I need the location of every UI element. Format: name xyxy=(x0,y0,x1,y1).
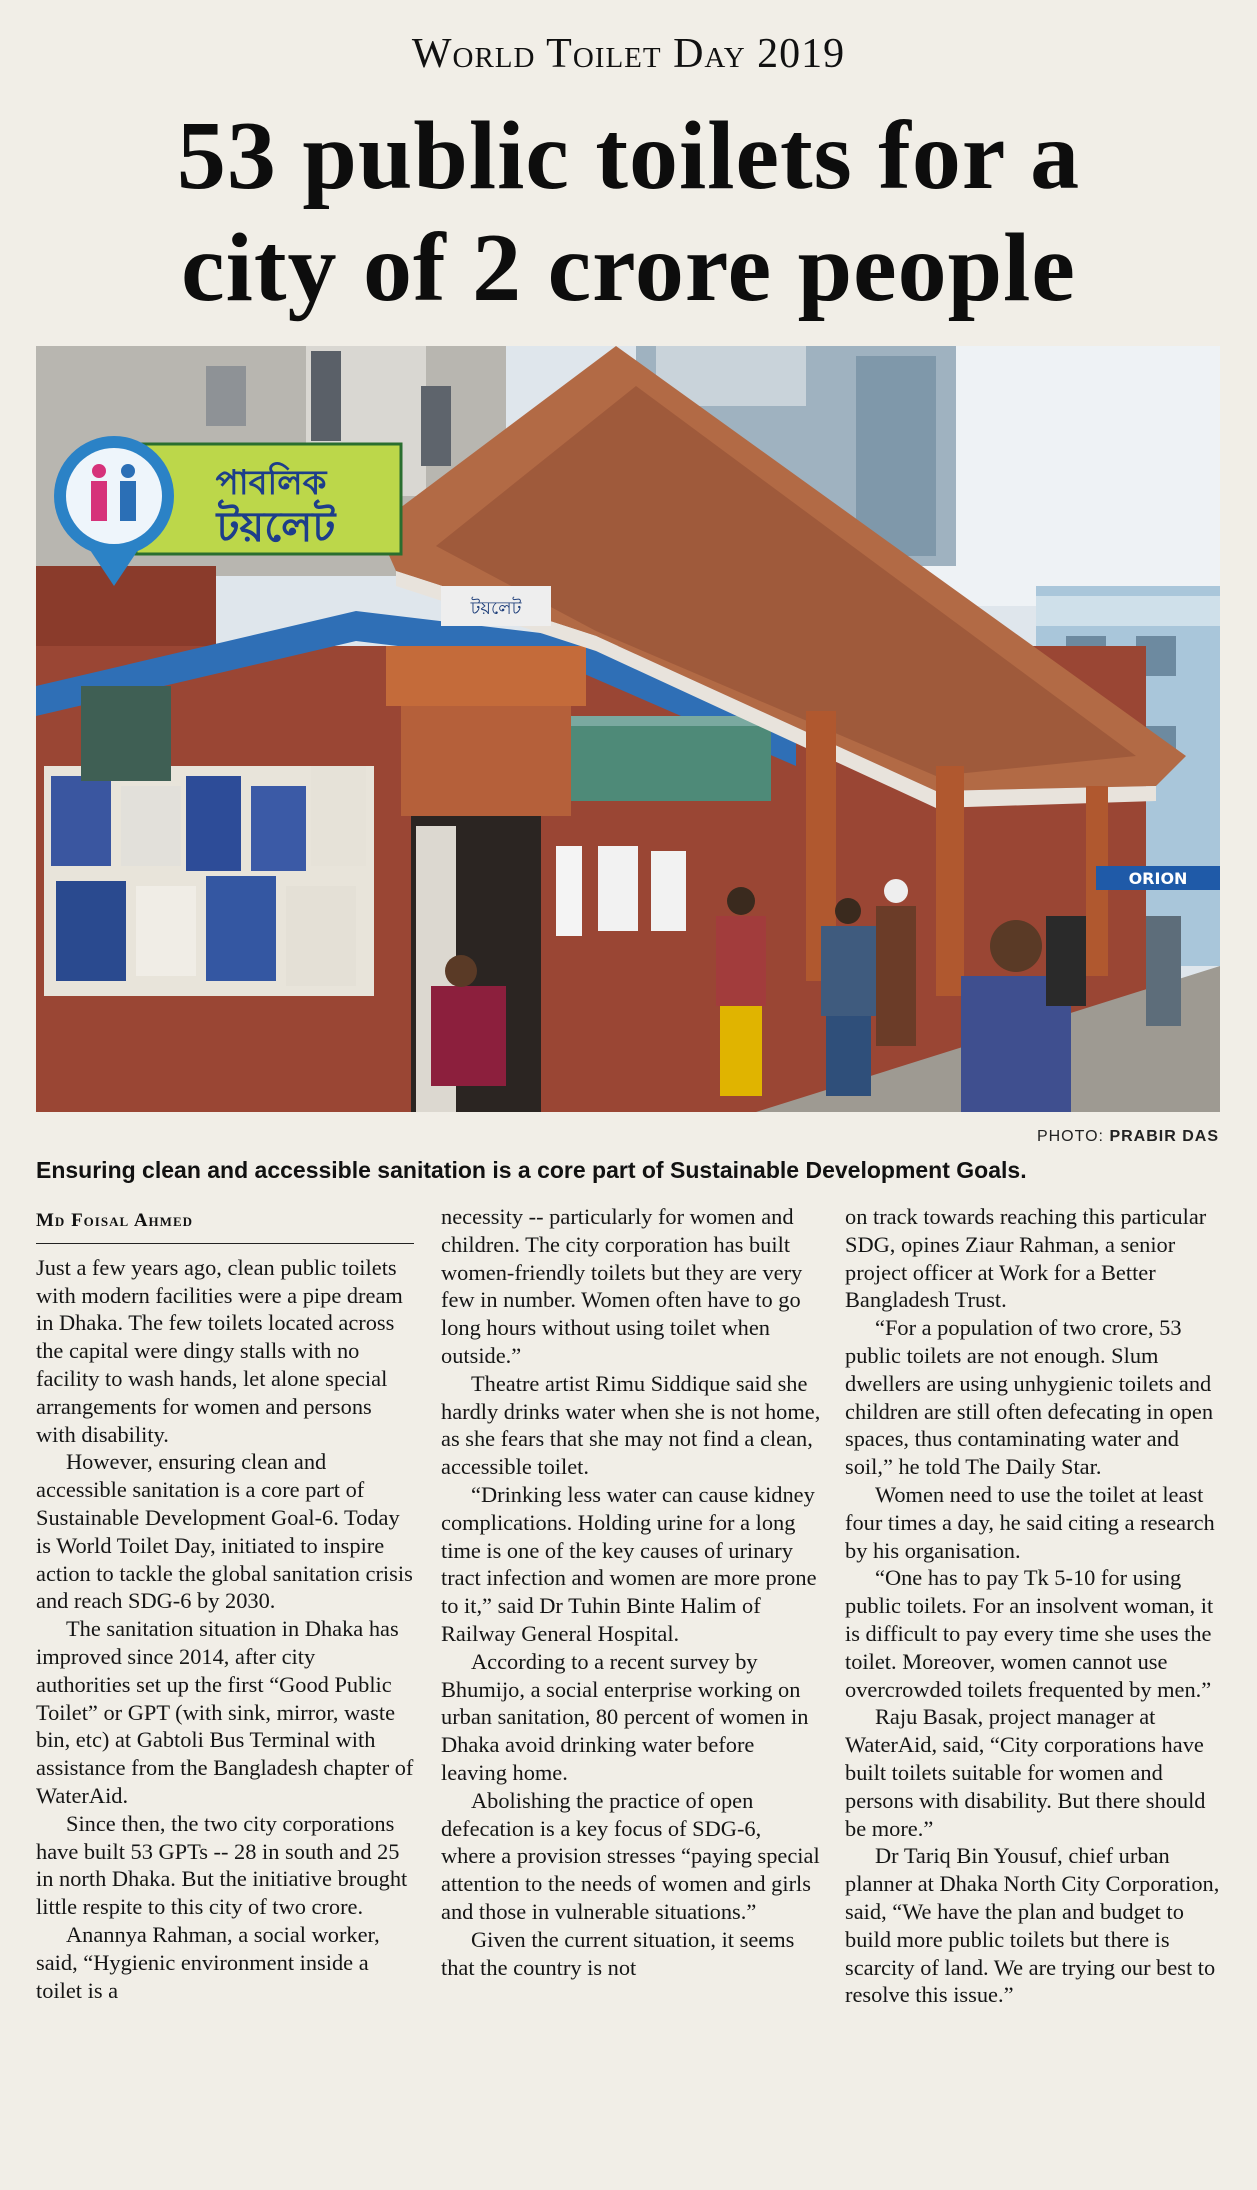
paragraph: Women need to use the toilet at least four times a day, he said citing a research by his organisation. xyxy=(845,1481,1215,1563)
paragraph: on track towards reaching this particular SDG, opines Ziaur Rahman, a senior project officer at Work for a Better Bangladesh Trust. xyxy=(845,1204,1207,1313)
paragraph: The sanitation situation in Dhaka has improved since 2014, after city authorities set up the first “Good Public Toilet” or GPT (with sink, mirror, waste bin, etc) at Gabtoli Bus Terminal with assistance from the Bangladesh chapter of WaterAid. xyxy=(36,1616,414,1808)
byline: Md Foisal Ahmed xyxy=(36,1207,414,1244)
public-toilet-photo-illustration xyxy=(36,346,1220,1112)
photo-caption: Ensuring clean and accessible sanitation is a core part of Sustainable Development Goals. xyxy=(36,1157,1027,1183)
photo-credit-name: PRABIR DAS xyxy=(1109,1128,1219,1145)
article-column-3 xyxy=(845,1203,1225,2009)
paragraph: Just a few years ago, clean public toilets with modern facilities were a pipe dream in Dhaka. The few toilets located across the capital were dingy stalls with no facility to wash hands, let alone special arrangements for women and persons with disability. xyxy=(36,1254,403,1447)
article-column-2 xyxy=(441,1203,821,1981)
headline-line-1: 53 public toilets for a xyxy=(176,102,1081,210)
paragraph: Dr Tariq Bin Yousuf, chief urban planner at Dhaka North City Corporation, said, “We have the plan and budget to build more public toilets but there is scarcity of land. We are trying our best to resolve this issue.” xyxy=(845,1843,1220,2008)
shop-sign-text: ORION xyxy=(1128,869,1188,888)
paragraph: Raju Basak, project manager at WaterAid, said, “City corporations have built toilets suitable for women and persons with disability. But there should be more.” xyxy=(845,1704,1206,1841)
article-column-1 xyxy=(36,1207,414,2004)
paragraph: According to a recent survey by Bhumijo, a social enterprise working on urban sanitation, 80 percent of women in Dhaka avoid drinking water before leaving home. xyxy=(441,1648,809,1785)
paragraph: Since then, the two city corporations have built 53 GPTs -- 28 in south and 25 in north Dhaka. But the initiative brought little respite to this city of two crore. xyxy=(36,1810,408,1920)
paragraph: Given the current situation, it seems that the country is not xyxy=(441,1926,795,1980)
small-sign-text: টয়লেট xyxy=(470,598,522,619)
sign-text-line-1: পাবলিক xyxy=(215,463,327,503)
paragraph: “For a population of two crore, 53 public toilets are not enough. Slum dwellers are using unhygienic toilets and children are still often defecating in open spaces, thus contaminating water and soil,” he told The Daily Star. xyxy=(845,1315,1214,1480)
paragraph: “One has to pay Tk 5-10 for using public toilets. For an insolvent woman, it is difficult to pay every time she uses the toilet. Moreover, women cannot use overcrowded toilets frequented by men.” xyxy=(845,1565,1214,1702)
section-kicker: World Toilet Day 2019 xyxy=(411,31,846,77)
paragraph: Abolishing the practice of open defecation is a key focus of SDG-6, where a provision stresses “paying special attention to the needs of women and girls and those in vulnerable situations.” xyxy=(441,1787,820,1924)
news-photo xyxy=(36,346,1220,1112)
paragraph: Theatre artist Rimu Siddique said she hardly drinks water when she is not home, as she fears that she may not find a clean, accessible toilet. xyxy=(441,1370,821,1480)
paragraph: Anannya Rahman, a social worker, said, “Hygienic environment inside a toilet is a xyxy=(36,1921,380,2003)
paragraph: “Drinking less water can cause kidney complications. Holding urine for a long time is one of the key causes of urinary tract infection and women are more prone to it,” said Dr Tuhin Binte Halim of Railway General Hospital. xyxy=(441,1481,817,1646)
paragraph: necessity -- particularly for women and children. The city corporation has built women-friendly toilets but they are very few in number. Women often have to go long hours without using toilet when outside.” xyxy=(441,1204,803,1368)
headline xyxy=(0,100,1257,324)
photo-credit xyxy=(1037,1128,1219,1146)
paragraph: However, ensuring clean and accessible sanitation is a core part of Sustainable Development Goal-6. Today is World Toilet Day, initiated to inspire action to tackle the global sanitation crisis and reach SDG-6 by 2030. xyxy=(36,1449,413,1614)
sign-text-line-2: টয়লেট xyxy=(216,502,336,551)
headline-line-2: city of 2 crore people xyxy=(181,214,1076,322)
photo-credit-label: PHOTO: xyxy=(1036,1128,1104,1145)
